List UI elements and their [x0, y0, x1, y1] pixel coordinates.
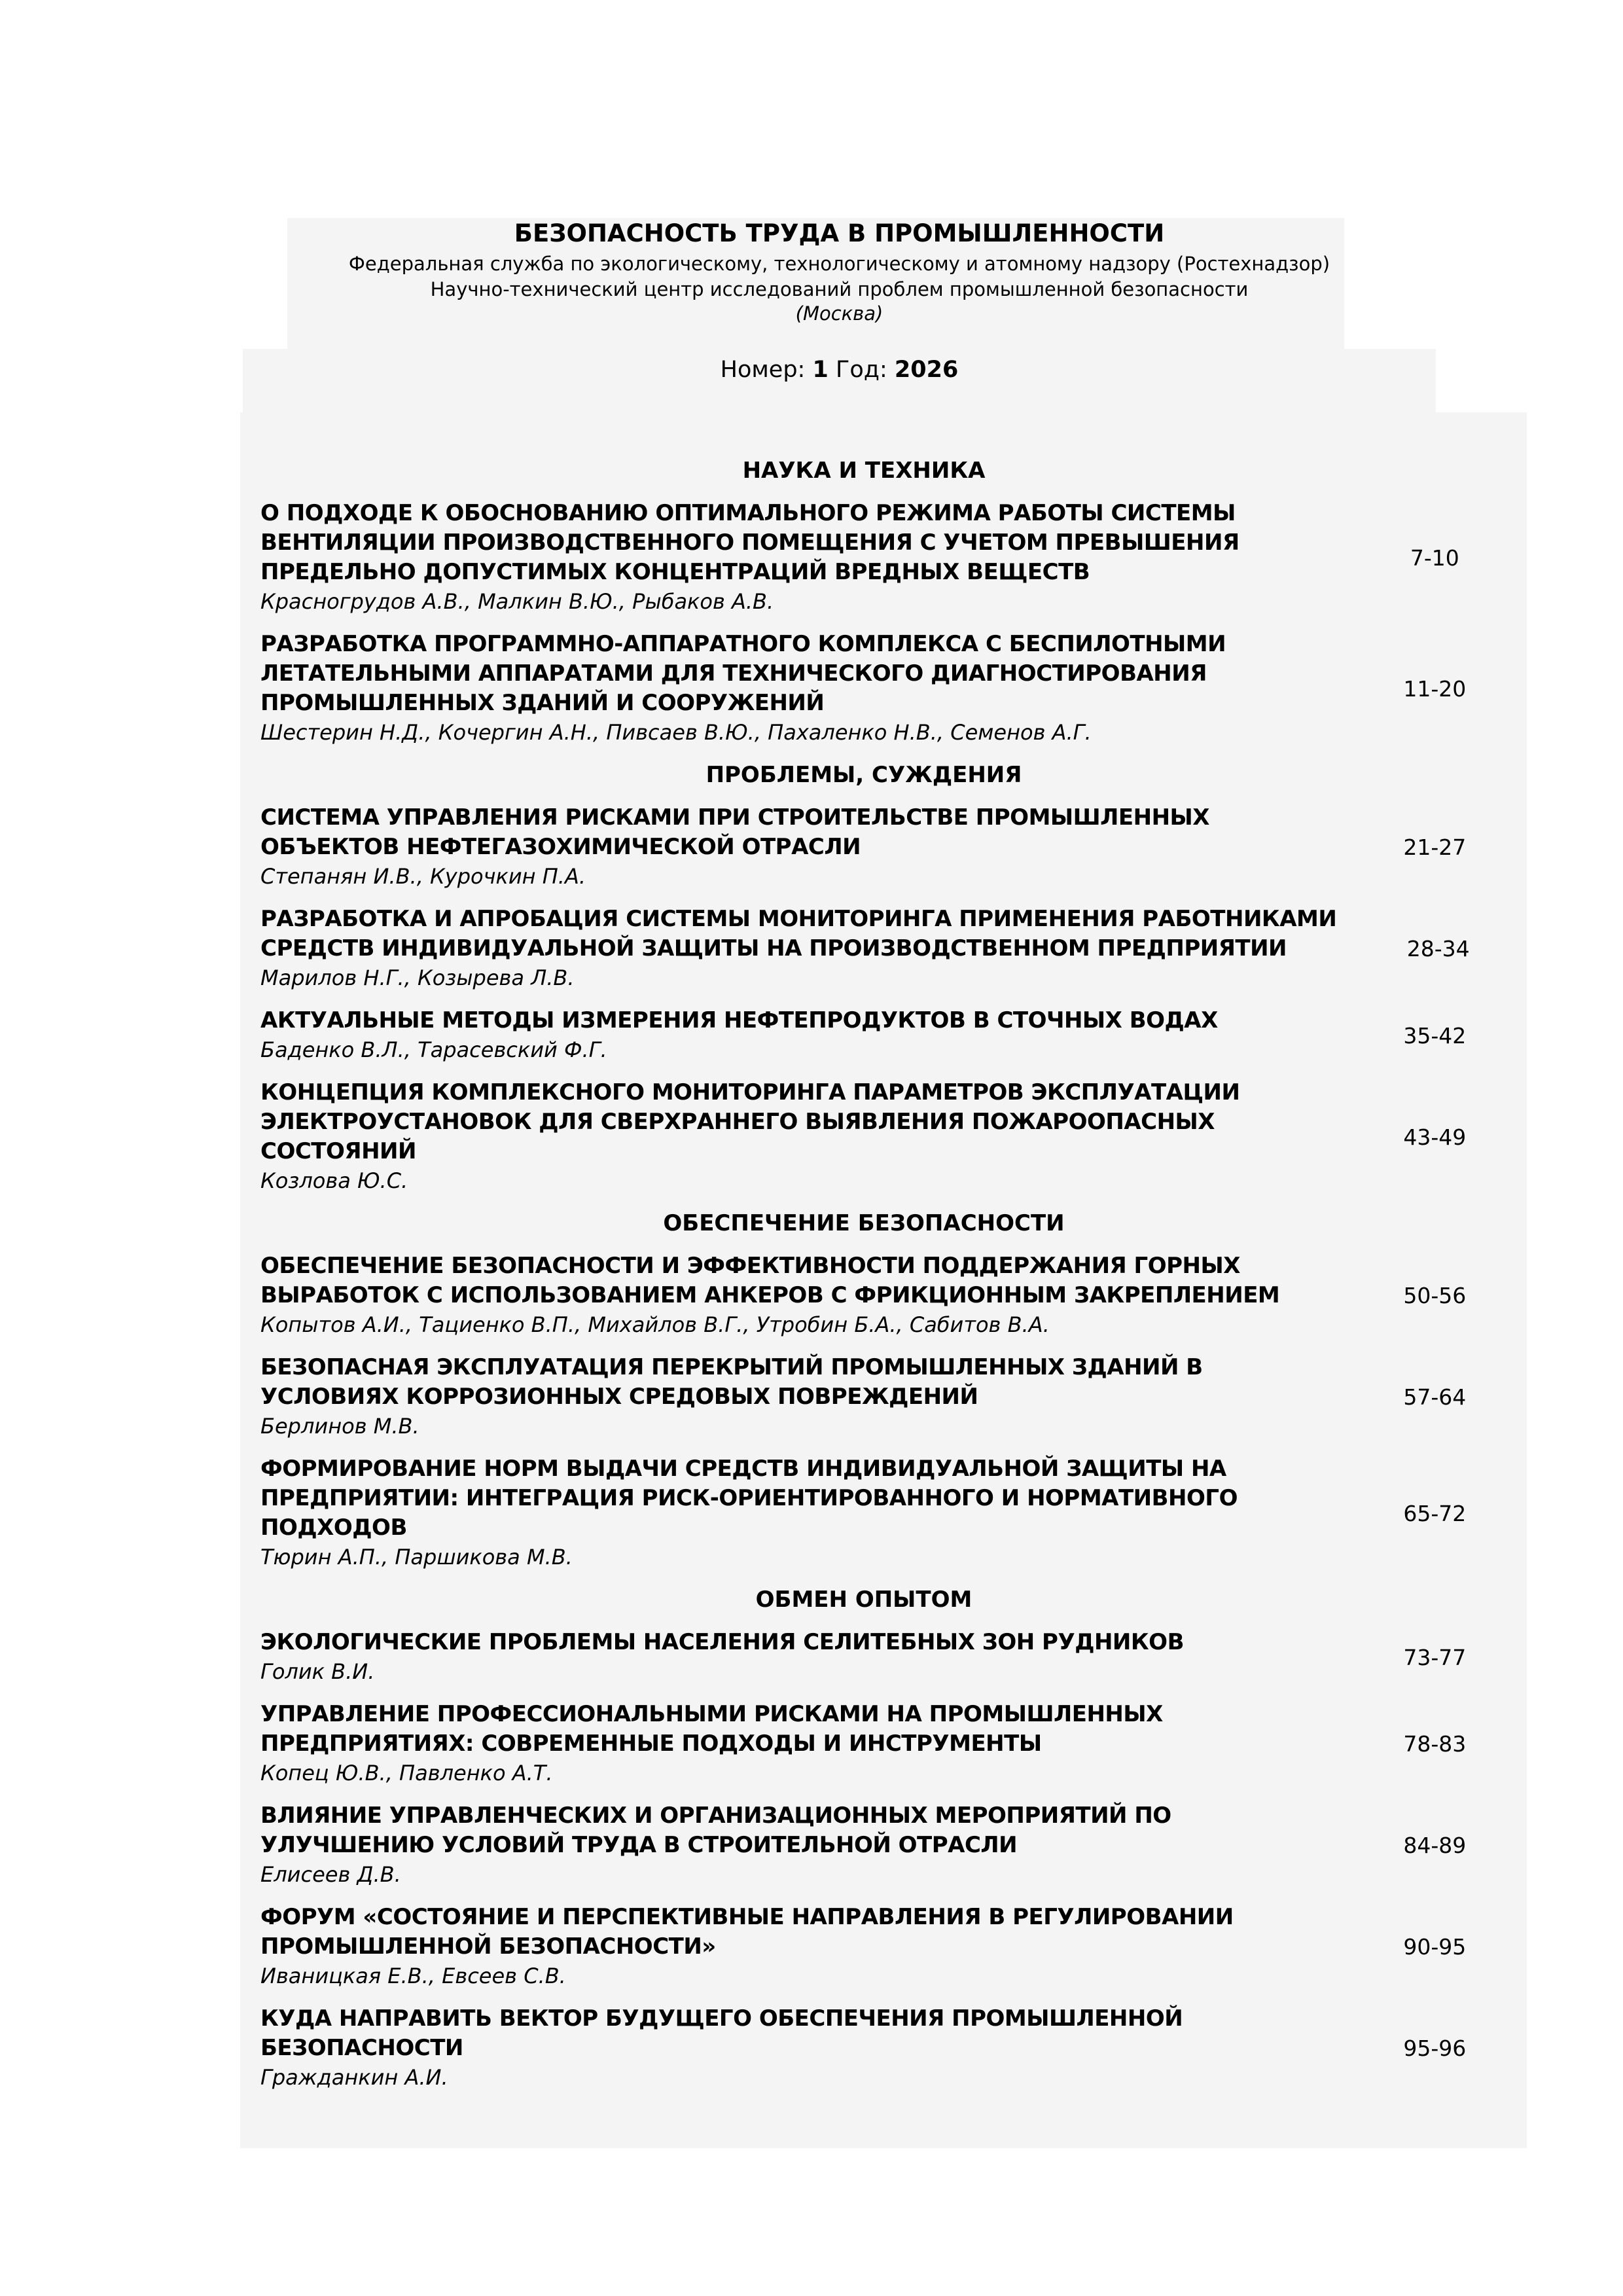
article-title-line[interactable]: СИСТЕМА УПРАВЛЕНИЯ РИСКАМИ ПРИ СТРОИТЕЛЬСТВЕ ПРОМЫШЛЕННЫХ: [260, 804, 1209, 831]
article-title-line[interactable]: ЭКОЛОГИЧЕСКИЕ ПРОБЛЕМЫ НАСЕЛЕНИЯ СЕЛИТЕБНЫХ ЗОН РУДНИКОВ: [260, 1629, 1184, 1655]
article-title-line[interactable]: ПРОМЫШЛЕННОЙ БЕЗОПАСНОСТИ»: [260, 1933, 716, 1960]
toc-entry[interactable]: [260, 499, 1504, 617]
entry-text: [260, 1078, 1330, 1196]
entry-text: [260, 630, 1330, 747]
article-pages: 35-42: [1403, 1022, 1467, 1049]
article-pages: 84-89: [1403, 1833, 1467, 1858]
entry-text: [260, 1700, 1330, 1788]
article-title-line[interactable]: ПРЕДЕЛЬНО ДОПУСТИМЫХ КОНЦЕНТРАЦИЙ ВРЕДНЫХ ВЕЩЕСТВ: [260, 559, 1090, 585]
article-title-line[interactable]: ЭЛЕКТРОУСТАНОВОК ДЛЯ СВЕРХРАННЕГО ВЫЯВЛЕНИЯ ПОЖАРООПАСНЫХ: [260, 1109, 1215, 1135]
article-pages: 90-95: [1403, 1934, 1467, 1960]
article-authors: Копытов А.И., Тациенко В.П., Михайлов В.Г., Утробин Б.А., Сабитов В.А.: [260, 1312, 1050, 1337]
toc-entry[interactable]: [260, 1078, 1504, 1196]
article-authors: Тюрин А.П., Паршикова М.В.: [260, 1545, 573, 1570]
entry-text: [260, 1353, 1330, 1441]
article-authors: Марилов Н.Г., Козырева Л.В.: [260, 965, 575, 990]
article-authors: Елисеев Д.В.: [260, 1862, 401, 1887]
article-authors: Степанян И.В., Курочкин П.А.: [260, 864, 586, 889]
article-title-line[interactable]: ЛЕТАТЕЛЬНЫМИ АППАРАТАМИ ДЛЯ ТЕХНИЧЕСКОГО ДИАГНОСТИРОВАНИЯ: [260, 660, 1207, 687]
issue-info: [243, 357, 1436, 383]
article-title-line[interactable]: ВЕНТИЛЯЦИИ ПРОИЗВОДСТВЕННОГО ПОМЕЩЕНИЯ С УЧЕТОМ ПРЕВЫШЕНИЯ: [260, 529, 1240, 556]
entry-text: [260, 1454, 1330, 1572]
toc-entry[interactable]: [260, 1251, 1504, 1340]
toc-entry[interactable]: [260, 1628, 1504, 1687]
article-authors: Иваницкая Е.В., Евсеев С.В.: [260, 1964, 566, 1988]
article-title-line[interactable]: ВЫРАБОТОК С ИСПОЛЬЗОВАНИЕМ АНКЕРОВ С ФРИКЦИОННЫМ ЗАКРЕПЛЕНИЕМ: [260, 1282, 1280, 1308]
toc-entry[interactable]: [260, 1006, 1504, 1065]
issue-number: 1: [812, 357, 829, 383]
article-title-line[interactable]: ПРЕДПРИЯТИИ: ИНТЕГРАЦИЯ РИСК-ОРИЕНТИРОВАННОГО И НОРМАТИВНОГО: [260, 1485, 1238, 1511]
article-title-line[interactable]: БЕЗОПАСНАЯ ЭКСПЛУАТАЦИЯ ПЕРЕКРЫТИЙ ПРОМЫШЛЕННЫХ ЗДАНИЙ В: [260, 1354, 1203, 1380]
toc-entry[interactable]: [260, 803, 1504, 891]
article-pages: 95-96: [1403, 2036, 1467, 2061]
article-authors: Баденко В.Л., Тарасевский Ф.Г.: [260, 1037, 607, 1062]
article-title-line[interactable]: КУДА НАПРАВИТЬ ВЕКТОР БУДУЩЕГО ОБЕСПЕЧЕНИЯ ПРОМЫШЛЕННОЙ: [260, 2005, 1183, 2032]
article-authors: Козлова Ю.С.: [260, 1168, 408, 1193]
entry-text: [260, 1251, 1330, 1340]
article-pages: 50-56: [1403, 1283, 1467, 1308]
toc-entry[interactable]: [260, 1454, 1504, 1572]
article-pages: 28-34: [1406, 936, 1470, 961]
article-title-line[interactable]: ОБЕСПЕЧЕНИЕ БЕЗОПАСНОСТИ И ЭФФЕКТИВНОСТИ ПОДДЕРЖАНИЯ ГОРНЫХ: [260, 1253, 1240, 1279]
section-heading: ОБЕСПЕЧЕНИЕ БЕЗОПАСНОСТИ: [663, 1210, 1065, 1236]
article-title-line[interactable]: УСЛОВИЯХ КОРРОЗИОННЫХ СРЕДОВЫХ ПОВРЕЖДЕНИЙ: [260, 1384, 978, 1410]
article-title-line[interactable]: СОСТОЯНИЙ: [260, 1138, 416, 1164]
article-title-line[interactable]: ПРЕДПРИЯТИЯХ: СОВРЕМЕННЫЕ ПОДХОДЫ И ИНСТРУМЕНТЫ: [260, 1731, 1042, 1757]
section-heading: ОБМЕН ОПЫТОМ: [755, 1587, 972, 1613]
toc-entry[interactable]: [260, 1801, 1504, 1890]
toc-entry[interactable]: [260, 1353, 1504, 1441]
article-title-line[interactable]: КОНЦЕПЦИЯ КОМПЛЕКСНОГО МОНИТОРИНГА ПАРАМЕТРОВ ЭКСПЛУАТАЦИИ: [260, 1079, 1240, 1105]
article-pages: 57-64: [1403, 1384, 1467, 1410]
article-title-line[interactable]: УПРАВЛЕНИЕ ПРОФЕССИОНАЛЬНЫМИ РИСКАМИ НА ПРОМЫШЛЕННЫХ: [260, 1701, 1163, 1727]
article-title-line[interactable]: О ПОДХОДЕ К ОБОСНОВАНИЮ ОПТИМАЛЬНОГО РЕЖИМА РАБОТЫ СИСТЕМЫ: [260, 500, 1236, 526]
article-authors: Красногрудов А.В., Малкин В.Ю., Рыбаков А.В.: [260, 589, 774, 614]
article-pages: 43-49: [1403, 1124, 1467, 1150]
toc-entry[interactable]: [260, 630, 1504, 747]
entry-text: [260, 499, 1330, 617]
article-authors: Голик В.И.: [260, 1659, 375, 1684]
article-pages: 65-72: [1403, 1500, 1467, 1526]
section-heading: НАУКА И ТЕХНИКА: [742, 457, 986, 484]
article-title-line[interactable]: РАЗРАБОТКА И АПРОБАЦИЯ СИСТЕМЫ МОНИТОРИНГА ПРИМЕНЕНИЯ РАБОТНИКАМИ: [260, 906, 1337, 932]
article-title-line[interactable]: ФОРУМ «СОСТОЯНИЕ И ПЕРСПЕКТИВНЫЕ НАПРАВЛЕНИЯ В РЕГУЛИРОВАНИИ: [260, 1904, 1234, 1930]
section-heading: ПРОБЛЕМЫ, СУЖДЕНИЯ: [705, 762, 1022, 788]
year-label: Год:: [836, 357, 887, 383]
article-title-line[interactable]: ВЛИЯНИЕ УПРАВЛЕНЧЕСКИХ И ОРГАНИЗАЦИОННЫХ МЕРОПРИЯТИЙ ПО: [260, 1803, 1171, 1829]
toc-entry[interactable]: [260, 2004, 1504, 2092]
article-authors: Берлинов М.В.: [260, 1414, 419, 1439]
article-title-line[interactable]: УЛУЧШЕНИЮ УСЛОВИЙ ТРУДА В СТРОИТЕЛЬНОЙ ОТРАСЛИ: [260, 1832, 1018, 1858]
article-authors: Копец Ю.В., Павленко А.Т.: [260, 1761, 553, 1785]
article-title-line[interactable]: ПОДХОДОВ: [260, 1515, 407, 1541]
article-pages: 73-77: [1403, 1644, 1467, 1670]
city: (Москва): [795, 302, 883, 325]
entry-text: [260, 1903, 1330, 1991]
article-title-line[interactable]: РАЗРАБОТКА ПРОГРАММНО-АППАРАТНОГО КОМПЛЕКСА С БЕСПИЛОТНЫМИ: [260, 631, 1226, 657]
toc-entry[interactable]: [260, 1903, 1504, 1991]
article-pages: 7-10: [1410, 545, 1459, 571]
article-authors: Гражданкин А.И.: [260, 2065, 448, 2090]
article-title-line[interactable]: ПРОМЫШЛЕННЫХ ЗДАНИЙ И СООРУЖЕНИЙ: [260, 690, 825, 716]
year: 2026: [894, 357, 959, 383]
toc-entry[interactable]: [260, 1700, 1504, 1788]
publisher: Федеральная служба по экологическому, технологическому и атомному надзору (Ростехнадзор): [348, 253, 1330, 275]
article-title-line[interactable]: СРЕДСТВ ИНДИВИДУАЛЬНОЙ ЗАЩИТЫ НА ПРОИЗВОДСТВЕННОМ ПРЕДПРИЯТИИ: [260, 935, 1287, 961]
article-title-line[interactable]: АКТУАЛЬНЫЕ МЕТОДЫ ИЗМЕРЕНИЯ НЕФТЕПРОДУКТОВ В СТОЧНЫХ ВОДАХ: [260, 1007, 1218, 1033]
article-pages: 21-27: [1403, 834, 1467, 860]
article-pages: 11-20: [1403, 675, 1467, 702]
entry-text: [260, 1006, 1330, 1065]
entry-text: [260, 1628, 1330, 1687]
issue-label: Номер:: [720, 357, 806, 383]
entry-text: [260, 803, 1330, 891]
entry-text: [260, 1801, 1330, 1890]
article-title-line[interactable]: ОБЪЕКТОВ НЕФТЕГАЗОХИМИЧЕСКОЙ ОТРАСЛИ: [260, 834, 861, 860]
article-title-line[interactable]: ФОРМИРОВАНИЕ НОРМ ВЫДАЧИ СРЕДСТВ ИНДИВИДУАЛЬНОЙ ЗАЩИТЫ НА: [260, 1456, 1226, 1482]
entry-text: [260, 2004, 1330, 2092]
entry-text: [260, 905, 1336, 993]
research-center: Научно-технический центр исследований проблем промышленной безопасности: [430, 278, 1249, 300]
table-of-contents: [260, 456, 1504, 2106]
article-authors: Шестерин Н.Д., Кочергин А.Н., Пивсаев В.Ю., Пахаленко Н.В., Семенов А.Г.: [260, 720, 1092, 745]
article-pages: 78-83: [1403, 1731, 1467, 1757]
journal-title: БЕЗОПАСНОСТЬ ТРУДА В ПРОМЫШЛЕННОСТИ: [514, 219, 1165, 247]
article-title-line[interactable]: БЕЗОПАСНОСТИ: [260, 2035, 463, 2061]
toc-entry[interactable]: [260, 905, 1504, 993]
